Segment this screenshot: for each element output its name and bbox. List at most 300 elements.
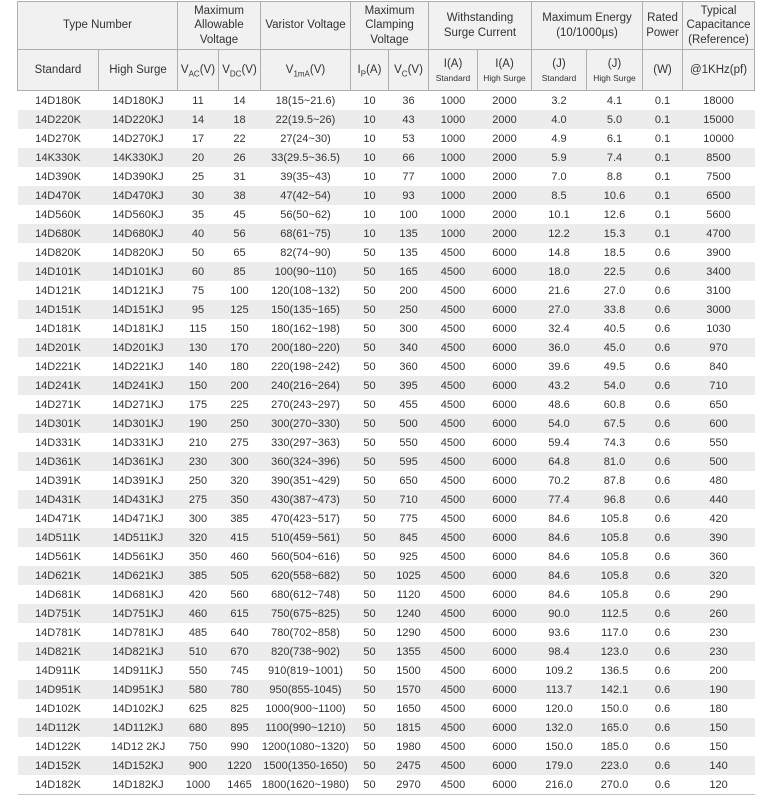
cell-vc: 250	[389, 300, 429, 319]
cell-ia-high-surge: 6000	[492, 246, 517, 259]
cell-capacitance: 10000	[703, 132, 734, 145]
cell-j-standard: 84.6	[532, 528, 587, 547]
cell-vac: 580	[178, 680, 219, 699]
cell-standard: 14D390K	[35, 170, 81, 183]
cell-vac: 625	[188, 702, 208, 715]
cell-v1ma: 430(387~473)	[261, 490, 351, 509]
table-row	[18, 205, 755, 224]
cell-ia-standard: 4500	[440, 512, 466, 525]
cell-standard: 14D361K	[18, 452, 99, 471]
cell-j-standard: 150.0	[545, 740, 573, 753]
cell-j-high-surge: 105.8	[600, 512, 629, 525]
cell-standard: 14D201K	[18, 338, 99, 357]
cell-v1ma: 950(855-1045)	[261, 680, 351, 699]
cell-w: 0.6	[654, 360, 671, 373]
table-row	[18, 623, 755, 642]
cell-w: 0.6	[643, 376, 683, 395]
cell-j-standard: 54.0	[532, 414, 587, 433]
group-header-rated-power: Rated Power	[643, 2, 683, 50]
varistor-spec-table	[17, 1, 755, 795]
cell-ia-standard: 1000	[429, 186, 478, 205]
cell-standard: 14K330K	[18, 148, 99, 167]
table-row	[18, 414, 755, 433]
cell-standard: 14D470K	[18, 186, 99, 205]
cell-ia-high-surge: 6000	[478, 604, 532, 623]
cell-vc: 1815	[389, 718, 429, 737]
cell-j-standard: 4.9	[551, 132, 567, 145]
cell-ip: 50	[351, 680, 389, 699]
cell-j-standard: 93.6	[548, 626, 570, 639]
cell-vac: 115	[189, 322, 207, 335]
cell-j-standard: 90.0	[532, 604, 587, 623]
cell-v1ma: 82(74~90)	[280, 246, 331, 259]
cell-v1ma: 27(24~30)	[280, 132, 331, 145]
cell-ia-high-surge: 6000	[478, 680, 532, 699]
cell-ia-high-surge: 6000	[478, 300, 532, 319]
cell-vc: 500	[389, 414, 429, 433]
cell-ia-standard: 4500	[440, 284, 466, 297]
cell-capacitance: 390	[683, 528, 755, 547]
cell-vc: 1980	[396, 740, 421, 753]
group-header-max-clamping-voltage: Maximum Clamping Voltage	[351, 2, 429, 50]
table-row	[18, 300, 755, 319]
cell-ip: 10	[363, 94, 376, 107]
cell-v1ma: 300(270~330)	[261, 414, 351, 433]
cell-standard: 14D112K	[18, 718, 99, 737]
cell-vac: 140	[188, 360, 208, 373]
cell-vdc: 505	[219, 566, 261, 585]
cell-vdc: 640	[230, 626, 249, 639]
cell-ia-standard: 4500	[440, 474, 466, 487]
cell-standard: 14D241K	[18, 376, 99, 395]
cell-j-standard: 36.0	[532, 338, 587, 357]
cell-vac: 350	[188, 550, 208, 563]
cell-j-high-surge: 27.0	[603, 284, 626, 297]
cell-j-standard: 59.4	[548, 436, 570, 449]
cell-vc: 1025	[389, 566, 429, 585]
cell-j-high-surge: 105.8	[587, 528, 643, 547]
cell-standard: 14D511K	[18, 528, 99, 547]
cell-ia-standard: 4500	[440, 740, 466, 753]
cell-vc: 1240	[389, 604, 429, 623]
cell-vac: 11	[192, 94, 204, 107]
column-header-v1ma: $V_{1mA}(V)$	[261, 50, 351, 91]
cell-ia-standard: 1000	[429, 224, 478, 243]
table-row	[18, 528, 755, 547]
table-row	[18, 680, 755, 699]
cell-j-standard: 120.0	[545, 702, 573, 715]
cell-vac: 680	[178, 718, 219, 737]
cell-standard: 14D181K	[35, 322, 81, 335]
cell-ia-high-surge: 6000	[478, 376, 532, 395]
cell-vc: 1500	[396, 664, 421, 677]
cell-ip: 10	[351, 110, 389, 129]
column-header-j-high-surge: (J) High Surge	[587, 50, 643, 91]
cell-ip: 50	[351, 414, 389, 433]
cell-j-high-surge: 74.3	[603, 436, 626, 449]
cell-vac: 750	[188, 740, 208, 753]
cell-j-high-surge: 105.8	[587, 566, 643, 585]
cell-ip: 50	[351, 528, 389, 547]
cell-j-standard: 48.6	[548, 398, 570, 411]
cell-j-high-surge: 105.8	[600, 588, 629, 601]
cell-ia-standard: 4500	[429, 528, 478, 547]
cell-w: 0.6	[643, 338, 683, 357]
cell-vdc: 415	[219, 528, 261, 547]
cell-ia-standard: 4500	[440, 322, 466, 335]
cell-j-standard: 84.6	[532, 566, 587, 585]
cell-j-standard: 77.4	[532, 490, 587, 509]
cell-ip: 50	[363, 512, 376, 525]
cell-vc: 66	[389, 148, 429, 167]
cell-ip: 50	[351, 756, 389, 775]
cell-v1ma: 470(423~517)	[271, 512, 340, 525]
cell-v1ma: 510(459~561)	[261, 528, 351, 547]
cell-vac: 250	[188, 474, 208, 487]
cell-standard: 14D221K	[35, 360, 81, 373]
column-header-qualifier: Standard	[435, 72, 471, 83]
cell-capacitance: 3100	[706, 284, 731, 297]
cell-ip: 10	[351, 224, 389, 243]
cell-vdc: 14	[233, 94, 246, 107]
table-row	[18, 566, 755, 585]
table-row	[18, 471, 755, 490]
cell-ip: 50	[351, 338, 389, 357]
cell-v1ma: 1000(900~1100)	[265, 702, 346, 715]
cell-ia-high-surge: 2000	[478, 186, 532, 205]
cell-v1ma: 120(108~132)	[271, 284, 340, 297]
cell-ia-standard: 4500	[429, 642, 478, 661]
cell-vc: 1570	[389, 680, 429, 699]
cell-v1ma: 180(162~198)	[271, 322, 340, 335]
cell-w: 0.6	[654, 322, 671, 335]
cell-standard: 14D681K	[35, 588, 81, 601]
table-row	[18, 91, 755, 111]
cell-vac: 25	[191, 170, 205, 183]
cell-w: 0.6	[654, 588, 671, 601]
cell-j-high-surge: 8.8	[606, 170, 623, 183]
cell-vdc: 26	[219, 148, 261, 167]
cell-v1ma: 270(243~297)	[271, 398, 340, 411]
cell-ia-standard: 1000	[440, 94, 466, 107]
cell-vc: 43	[389, 110, 429, 129]
cell-ia-standard: 4500	[440, 398, 466, 411]
cell-ia-high-surge: 2000	[478, 148, 532, 167]
cell-v1ma: 56(50~62)	[280, 208, 331, 221]
cell-j-high-surge: 123.0	[587, 642, 643, 661]
cell-vac: 75	[191, 284, 205, 297]
cell-standard: 14D951K	[18, 680, 99, 699]
cell-vac: 460	[178, 604, 219, 623]
cell-j-high-surge: 112.5	[587, 604, 643, 623]
cell-vdc: 1220	[219, 756, 261, 775]
cell-vc: 53	[402, 132, 415, 145]
cell-vac: 40	[178, 224, 219, 243]
cell-j-high-surge: 10.6	[587, 186, 643, 205]
cell-j-standard: 4.0	[532, 110, 587, 129]
table-header	[18, 2, 755, 91]
cell-ip: 50	[351, 642, 389, 661]
cell-j-high-surge: 40.5	[603, 322, 626, 335]
table-body	[18, 91, 755, 795]
cell-vc: 77	[402, 170, 415, 183]
cell-high-surge: 14D331KJ	[112, 436, 164, 449]
cell-capacitance: 3400	[683, 262, 755, 281]
cell-capacitance: 8500	[683, 148, 755, 167]
cell-vac: 14	[178, 110, 219, 129]
cell-ip: 50	[351, 775, 389, 795]
cell-j-standard: 216.0	[532, 775, 587, 795]
cell-capacitance: 6500	[683, 186, 755, 205]
cell-capacitance: 3000	[683, 300, 755, 319]
cell-ip: 50	[351, 490, 389, 509]
cell-vac: 60	[178, 262, 219, 281]
cell-ia-standard: 4500	[429, 756, 478, 775]
table-row	[18, 376, 755, 395]
cell-v1ma: 1200(1080~1320)	[261, 740, 350, 753]
cell-vac: 900	[178, 756, 219, 775]
cell-capacitance: 260	[683, 604, 755, 623]
cell-vc: 200	[399, 284, 418, 297]
subscript: C	[401, 69, 408, 79]
group-header-typical-capacitance: Typical Capacitance (Reference)	[683, 2, 755, 50]
cell-ia-high-surge: 6000	[478, 528, 532, 547]
cell-vdc: 895	[219, 718, 261, 737]
cell-vac: 150	[178, 376, 219, 395]
cell-j-high-surge: 7.4	[587, 148, 643, 167]
cell-ia-standard: 4500	[429, 262, 478, 281]
cell-j-high-surge: 33.8	[587, 300, 643, 319]
group-header-withstanding-surge-current: Withstanding Surge Current	[429, 2, 532, 50]
cell-j-high-surge: 223.0	[587, 756, 643, 775]
cell-v1ma: 750(675~825)	[261, 604, 351, 623]
cell-capacitance: 320	[683, 566, 755, 585]
cell-ip: 50	[363, 360, 376, 373]
cell-j-standard: 39.6	[548, 360, 570, 373]
cell-j-high-surge: 185.0	[600, 740, 629, 753]
cell-ia-standard: 4500	[440, 626, 466, 639]
table-row	[18, 224, 755, 243]
cell-w: 0.6	[643, 775, 683, 795]
cell-j-high-surge: 18.5	[603, 246, 626, 259]
cell-high-surge: 14D431KJ	[99, 490, 178, 509]
cell-v1ma: 820(738~902)	[261, 642, 351, 661]
cell-ip: 10	[363, 208, 376, 221]
cell-v1ma: 100(90~110)	[261, 262, 351, 281]
cell-v1ma: 47(42~54)	[261, 186, 351, 205]
cell-j-standard: 10.1	[548, 208, 570, 221]
cell-w: 0.6	[643, 414, 683, 433]
cell-high-surge: 14D12 2KJ	[110, 740, 166, 753]
cell-high-surge: 14D621KJ	[99, 566, 178, 585]
cell-w: 0.6	[654, 550, 671, 563]
cell-high-surge: 14D151KJ	[99, 300, 178, 319]
cell-vdc: 670	[219, 642, 261, 661]
cell-j-high-surge: 96.8	[587, 490, 643, 509]
cell-v1ma: 780(702~858)	[271, 626, 340, 639]
cell-ia-standard: 4500	[429, 414, 478, 433]
cell-high-surge: 14D511KJ	[99, 528, 178, 547]
cell-standard: 14D391K	[35, 474, 81, 487]
cell-w: 0.6	[643, 262, 683, 281]
cell-j-high-surge: 150.0	[600, 702, 629, 715]
cell-w: 0.6	[654, 474, 671, 487]
cell-capacitance: 140	[683, 756, 755, 775]
cell-vdc: 320	[230, 474, 249, 487]
cell-v1ma: 1100(990~1210)	[261, 718, 351, 737]
cell-vc: 2475	[389, 756, 429, 775]
cell-capacitance: 840	[709, 360, 728, 373]
group-header-type-number: Type Number	[18, 2, 178, 50]
cell-ia-high-surge: 6000	[478, 775, 532, 795]
cell-ia-high-surge: 6000	[478, 566, 532, 585]
cell-j-standard: 14.8	[548, 246, 570, 259]
cell-capacitance: 120	[683, 775, 755, 795]
cell-ia-high-surge: 6000	[478, 756, 532, 775]
table-row	[18, 718, 755, 737]
cell-ia-standard: 4500	[429, 604, 478, 623]
cell-standard: 14D821K	[18, 642, 99, 661]
cell-w: 0.6	[654, 664, 671, 677]
cell-high-surge: 14D182KJ	[99, 775, 178, 795]
cell-vdc: 275	[230, 436, 249, 449]
cell-high-surge: 14D221KJ	[112, 360, 164, 373]
cell-ip: 50	[351, 566, 389, 585]
table-row	[18, 604, 755, 623]
cell-capacitance: 7500	[706, 170, 731, 183]
cell-vac: 50	[191, 246, 205, 259]
cell-vdc: 615	[219, 604, 261, 623]
cell-ip: 50	[363, 664, 376, 677]
cell-ip: 50	[351, 300, 389, 319]
cell-v1ma: 910(819~1001)	[268, 664, 343, 677]
table-row	[18, 186, 755, 205]
cell-vac: 17	[191, 132, 205, 145]
cell-j-high-surge: 22.5	[587, 262, 643, 281]
cell-vac: 275	[178, 490, 219, 509]
cell-vdc: 65	[233, 246, 246, 259]
cell-w: 0.6	[654, 512, 671, 525]
table-row	[18, 661, 755, 680]
subscript: DC	[229, 69, 242, 79]
cell-high-surge: 14D391KJ	[112, 474, 164, 487]
cell-w: 0.6	[643, 680, 683, 699]
cell-standard: 14D911K	[35, 664, 81, 677]
cell-ip: 50	[351, 376, 389, 395]
cell-vc: 165	[389, 262, 429, 281]
column-header-w: (W)	[643, 50, 683, 91]
column-header-vac: $V_{AC}(V)$	[178, 50, 219, 91]
cell-high-surge: 14D820KJ	[112, 246, 164, 259]
column-header-vc: $V_C(V)$	[389, 50, 429, 91]
column-header-qualifier: High Surge	[593, 72, 636, 83]
table-row	[18, 642, 755, 661]
cell-capacitance: 600	[683, 414, 755, 433]
cell-v1ma: 1800(1620~1980)	[261, 775, 351, 795]
cell-high-surge: 14D112KJ	[99, 718, 178, 737]
cell-ip: 50	[363, 474, 376, 487]
cell-v1ma: 39(35~43)	[280, 170, 331, 183]
cell-w: 0.1	[643, 186, 683, 205]
cell-ia-standard: 1000	[440, 170, 466, 183]
cell-j-standard: 84.6	[548, 588, 570, 601]
cell-j-high-surge: 12.6	[603, 208, 626, 221]
cell-v1ma: 18(15~21.6)	[275, 94, 336, 107]
cell-j-standard: 84.6	[548, 512, 570, 525]
cell-ia-standard: 4500	[429, 300, 478, 319]
cell-high-surge: 14D560KJ	[112, 208, 164, 221]
cell-v1ma: 330(297~363)	[271, 436, 340, 449]
cell-w: 0.1	[643, 148, 683, 167]
cell-ia-high-surge: 2000	[492, 170, 517, 183]
cell-w: 0.6	[643, 642, 683, 661]
cell-ip: 50	[363, 626, 376, 639]
cell-vac: 510	[178, 642, 219, 661]
cell-ia-high-surge: 6000	[492, 398, 517, 411]
cell-ia-standard: 4500	[429, 490, 478, 509]
cell-high-surge: 14D911KJ	[112, 664, 164, 677]
cell-ip: 50	[363, 322, 376, 335]
table-row	[18, 167, 755, 186]
cell-v1ma: 560(504~616)	[271, 550, 340, 563]
cell-ip: 10	[363, 132, 376, 145]
cell-ia-standard: 1000	[440, 132, 466, 145]
cell-ia-standard: 1000	[440, 208, 466, 221]
cell-vdc: 85	[219, 262, 261, 281]
cell-vc: 925	[399, 550, 418, 563]
cell-vdc: 350	[219, 490, 261, 509]
cell-ia-standard: 4500	[429, 452, 478, 471]
cell-capacitance: 440	[683, 490, 755, 509]
cell-ia-standard: 4500	[440, 360, 466, 373]
cell-j-standard: 113.7	[532, 680, 587, 699]
cell-ia-high-surge: 6000	[492, 360, 517, 373]
cell-j-standard: 7.0	[551, 170, 567, 183]
cell-standard: 14D560K	[35, 208, 81, 221]
table-row	[18, 490, 755, 509]
cell-w: 0.1	[654, 208, 671, 221]
cell-high-surge: 14D152KJ	[99, 756, 178, 775]
cell-ia-standard: 4500	[440, 588, 466, 601]
cell-j-standard: 179.0	[532, 756, 587, 775]
cell-ia-standard: 4500	[429, 775, 478, 795]
subscript: AC	[188, 69, 200, 79]
cell-j-high-surge: 142.1	[587, 680, 643, 699]
cell-vdc: 31	[233, 170, 246, 183]
cell-j-high-surge: 87.8	[603, 474, 626, 487]
cell-high-surge: 14D201KJ	[99, 338, 178, 357]
cell-capacitance: 150	[683, 718, 755, 737]
cell-standard: 14D122K	[35, 740, 81, 753]
cell-high-surge: 14D301KJ	[99, 414, 178, 433]
cell-high-surge: 14D751KJ	[99, 604, 178, 623]
column-header-qualifier: Standard	[541, 72, 577, 83]
cell-j-high-surge: 6.1	[606, 132, 623, 145]
cell-vac: 230	[178, 452, 219, 471]
cell-ip: 50	[351, 604, 389, 623]
cell-capacitance: 1030	[706, 322, 731, 335]
cell-standard: 14D182K	[18, 775, 99, 795]
cell-vdc: 125	[219, 300, 261, 319]
table-row	[18, 699, 755, 718]
cell-capacitance: 230	[683, 642, 755, 661]
cell-ia-high-surge: 6000	[478, 452, 532, 471]
cell-high-surge: 14D121KJ	[112, 284, 164, 297]
cell-ia-high-surge: 2000	[492, 94, 517, 107]
cell-vac: 300	[188, 512, 208, 525]
cell-ip: 50	[363, 588, 376, 601]
cell-vac: 550	[188, 664, 208, 677]
